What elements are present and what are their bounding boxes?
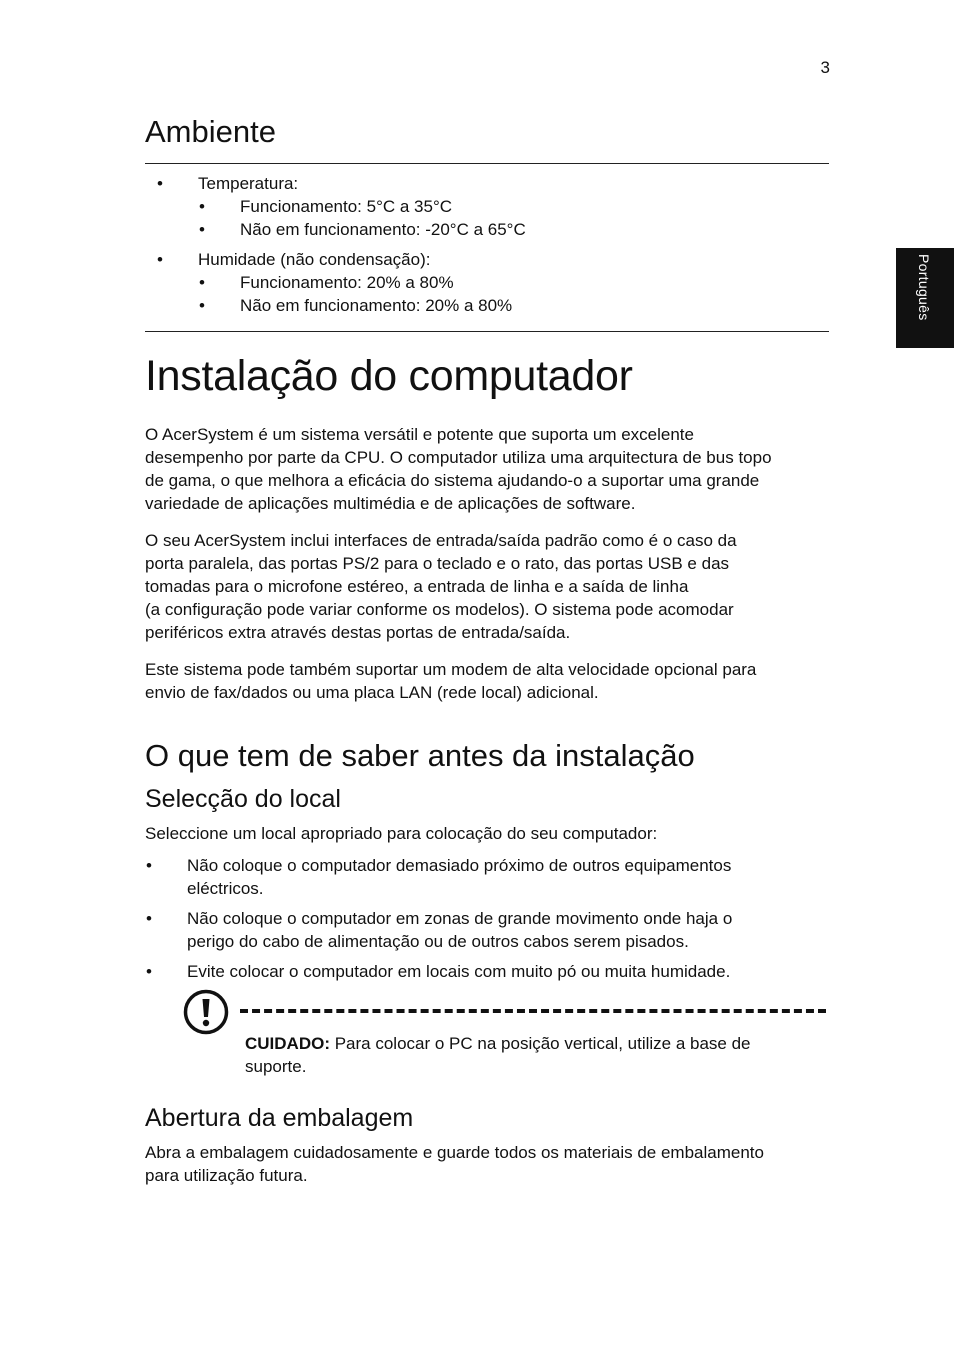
list-item: Não em funcionamento: 20% a 80%	[240, 296, 513, 315]
paragraph: Este sistema pode também suportar um modem de alta velocidade opcional para envio de fax/dados ou uma placa LAN (rede local) adicional.	[145, 660, 757, 702]
subsection-title-local: Selecção do local	[145, 785, 341, 813]
language-tab	[896, 248, 954, 348]
list-item: Não coloque o computador em zonas de grande movimento onde haja o perigo do cabo de alimentação ou de outros cabos serem pisados.	[187, 909, 733, 951]
paragraph: Abra a embalagem cuidadosamente e guarde todos os materiais de embalamento para utilização futura.	[145, 1143, 764, 1185]
bullet-icon: •	[146, 909, 152, 928]
bullet-icon: •	[199, 220, 205, 239]
bullet-icon: •	[199, 273, 205, 292]
caution-label: CUIDADO:	[245, 1034, 330, 1053]
bottom-rule	[145, 331, 829, 332]
list-item: Não coloque o computador demasiado próximo de outros equipamentos eléctricos.	[187, 856, 732, 898]
list-item: Humidade (não condensação):	[198, 250, 431, 269]
list-item: Funcionamento: 20% a 80%	[240, 273, 454, 292]
list-item: Evite colocar o computador em locais com muito pó ou muita humidade.	[187, 962, 731, 981]
bullet-icon: •	[199, 296, 205, 315]
bullet-icon: •	[157, 250, 163, 269]
section-title-ambiente: Ambiente	[145, 114, 276, 149]
bullet-icon: •	[157, 174, 163, 193]
paragraph: Seleccione um local apropriado para colocação do seu computador:	[145, 824, 658, 843]
list-item: Não em funcionamento: -20°C a 65°C	[240, 220, 526, 239]
caution-divider	[240, 1009, 826, 1013]
caution-note: CUIDADO: Para colocar o PC na posição vertical, utilize a base de suporte.	[245, 1034, 751, 1076]
language-tab-label: Português	[916, 254, 932, 321]
page-number: 3	[820, 58, 830, 77]
bullet-icon: •	[199, 197, 205, 216]
list-item: Temperatura:	[198, 174, 299, 193]
paragraph: O AcerSystem é um sistema versátil e potente que suporta um excelente desempenho por parte da CPU. O computador utiliza uma arquitectura de bus topo de gama, o que melhora a eficácia do sistema ajudando-o a suportar uma grande variedade de aplicações multimédia e de aplicações de software.	[145, 425, 772, 513]
bullet-icon: •	[146, 856, 152, 875]
bullet-icon: •	[146, 962, 152, 981]
list-item: Funcionamento: 5°C a 35°C	[240, 197, 453, 216]
top-rule	[145, 163, 829, 164]
section-title-antes: O que tem de saber antes da instalação	[145, 738, 695, 773]
page-title: Instalação do computador	[145, 352, 633, 400]
caution-icon	[183, 989, 229, 1035]
subsection-title-embalagem: Abertura da embalagem	[145, 1104, 414, 1132]
paragraph: O seu AcerSystem inclui interfaces de entrada/saída padrão como é o caso da porta paralela, das portas PS/2 para o teclado e o rato, das portas USB e das tomadas para o microfone estéreo, a entrada de linha e a saída de linha (a configuração pode variar conforme os modelos). O sistema pode acomodar periféricos extra através destas portas de entrada/saída.	[145, 531, 737, 642]
